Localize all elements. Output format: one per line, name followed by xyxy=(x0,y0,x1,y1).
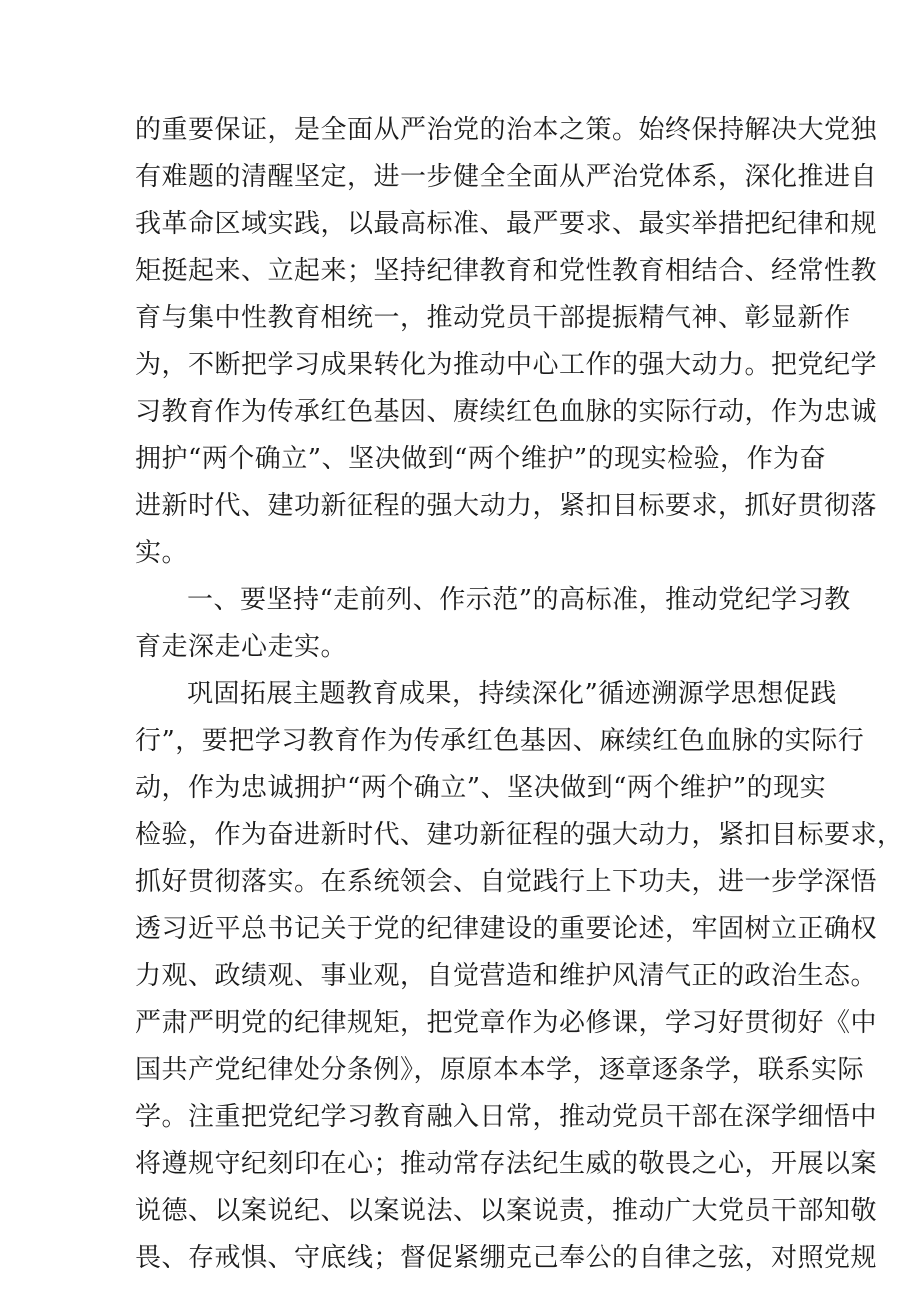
text-line: 的重要保证，是全面从严治党的治本之策。始终保持解决大党独 xyxy=(135,115,878,145)
section-heading-line: 一、要坚持“走前列、作示范”的高标准，推动党纪学习教 xyxy=(187,585,851,615)
text-line: 有难题的清醒坚定，进一步健全全面从严治党体系，深化推进自 xyxy=(135,162,878,192)
text-line: 学。注重把党纪学习教育融入日常，推动党员干部在深学细悟中 xyxy=(135,1102,878,1132)
text-line: 畏、存戒惧、守底线；督促紧绷克己奉公的自律之弦，对照党规 xyxy=(135,1243,878,1273)
text-line: 我革命区域实践，以最高标准、最严要求、最实举措把纪律和规 xyxy=(135,209,878,239)
text-line: 抓好贯彻落实。在系统领会、自觉践行上下功夫，进一步学深悟 xyxy=(135,867,878,897)
text-line: 国共产党纪律处分条例》，原原本本学，逐章逐条学，联系实际 xyxy=(135,1055,865,1085)
text-line: 透习近平总书记关于党的纪律建设的重要论述，牢固树立正确权 xyxy=(135,914,878,944)
text-line: 巩固拓展主题教育成果，持续深化”循迹溯源学思想促践 xyxy=(187,679,837,709)
text-line: 进新时代、建功新征程的强大动力，紧扣目标要求，抓好贯彻落 xyxy=(135,491,878,521)
text-line: 动，作为忠诚拥护“两个确立”、坚决做到“两个维护”的现实 xyxy=(135,773,827,803)
text-line: 矩挺起来、立起来；坚持纪律教育和党性教育相结合、经常性教 xyxy=(135,256,878,286)
text-line: 实。 xyxy=(135,538,189,568)
text-line: 为，不断把学习成果转化为推动中心工作的强大动力。把党纪学 xyxy=(135,350,878,380)
text-line: 育与集中性教育相统一，推动党员干部提振精气神、彰显新作 xyxy=(135,303,851,333)
text-line: 力观、政绩观、事业观，自觉营造和维护风清气正的政治生态。 xyxy=(135,961,878,991)
text-line: 说德、以案说纪、以案说法、以案说责，推动广大党员干部知敬 xyxy=(135,1196,878,1226)
text-line: 行”，要把学习教育作为传承红色基因、麻续红色血脉的实际行 xyxy=(135,726,865,756)
section-heading-line: 育走深走心走实。 xyxy=(135,632,348,662)
text-line: 拥护“两个确立”、坚决做到“两个维护”的现实检验，作为奋 xyxy=(135,444,827,474)
text-line: 严肃严明党的纪律规矩，把党章作为必修课，学习好贯彻好《中 xyxy=(135,1008,878,1038)
text-line: 检验，作为奋进新时代、建功新征程的强大动力，紧扣目标要求， xyxy=(135,820,904,850)
text-line: 将遵规守纪刻印在心；推动常存法纪生威的敬畏之心，开展以案 xyxy=(135,1149,878,1179)
text-line: 习教育作为传承红色基因、赓续红色血脉的实际行动，作为忠诚 xyxy=(135,397,878,427)
